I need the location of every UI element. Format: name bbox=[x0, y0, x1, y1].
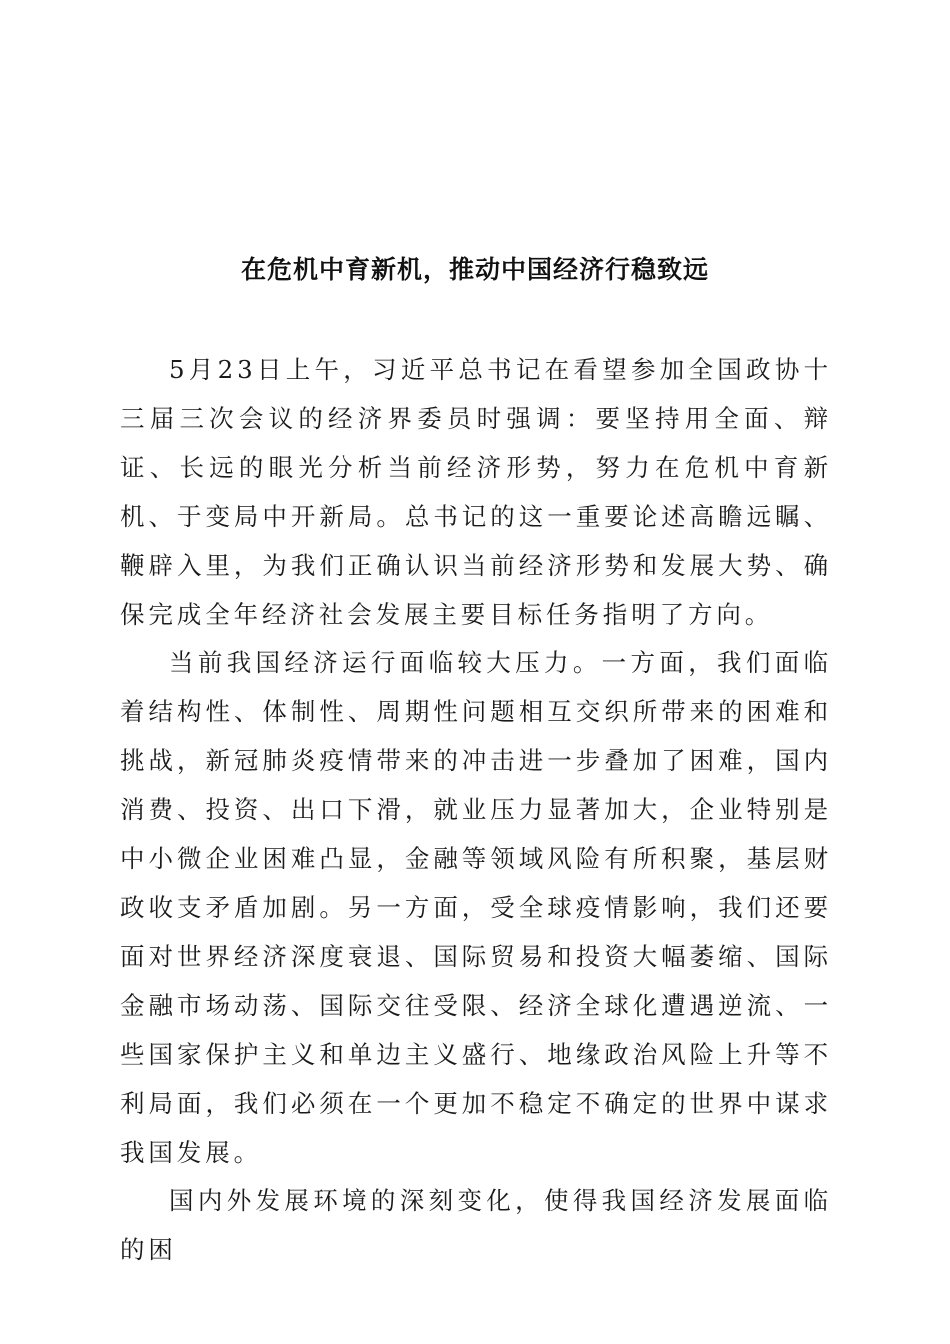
paragraph-2: 当前我国经济运行面临较大压力。一方面，我们面临着结构性、体制性、周期性问题相互交织所带来的困难和挑战，新冠肺炎疫情带来的冲击进一步叠加了困难，国内消费、投资、出口下滑，就业压力显著加大，企业特别是中小微企业困难凸显，金融等领域风险有所积聚，基层财政收支矛盾加剧。另一方面，受全球疫情影响，我们还要面对世界经济深度衰退、国际贸易和投资大幅萎缩、国际金融市场动荡、国际交往受限、经济全球化遭遇逆流、一些国家保护主义和单边主义盛行、地缘政治风险上升等不利局面，我们必须在一个更加不稳定不确定的世界中谋求我国发展。 bbox=[120, 648, 832, 1167]
paragraph-3: 国内外发展环境的深刻变化，使得我国经济发展面临的困 bbox=[120, 1186, 832, 1265]
document-title: 在危机中育新机，推动中国经济行稳致远 bbox=[240, 255, 709, 284]
document-body bbox=[120, 346, 832, 1275]
paragraph-1: 5月23日上午，习近平总书记在看望参加全国政协十三届三次会议的经济界委员时强调：要坚持用全面、辩证、长远的眼光分析当前经济形势，努力在危机中育新机、于变局中开新局。总书记的这一重要论述高瞻远瞩、鞭辟入里，为我们正确认识当前经济形势和发展大势、确保完成全年经济社会发展主要目标任务指明了方向。 bbox=[120, 355, 832, 629]
